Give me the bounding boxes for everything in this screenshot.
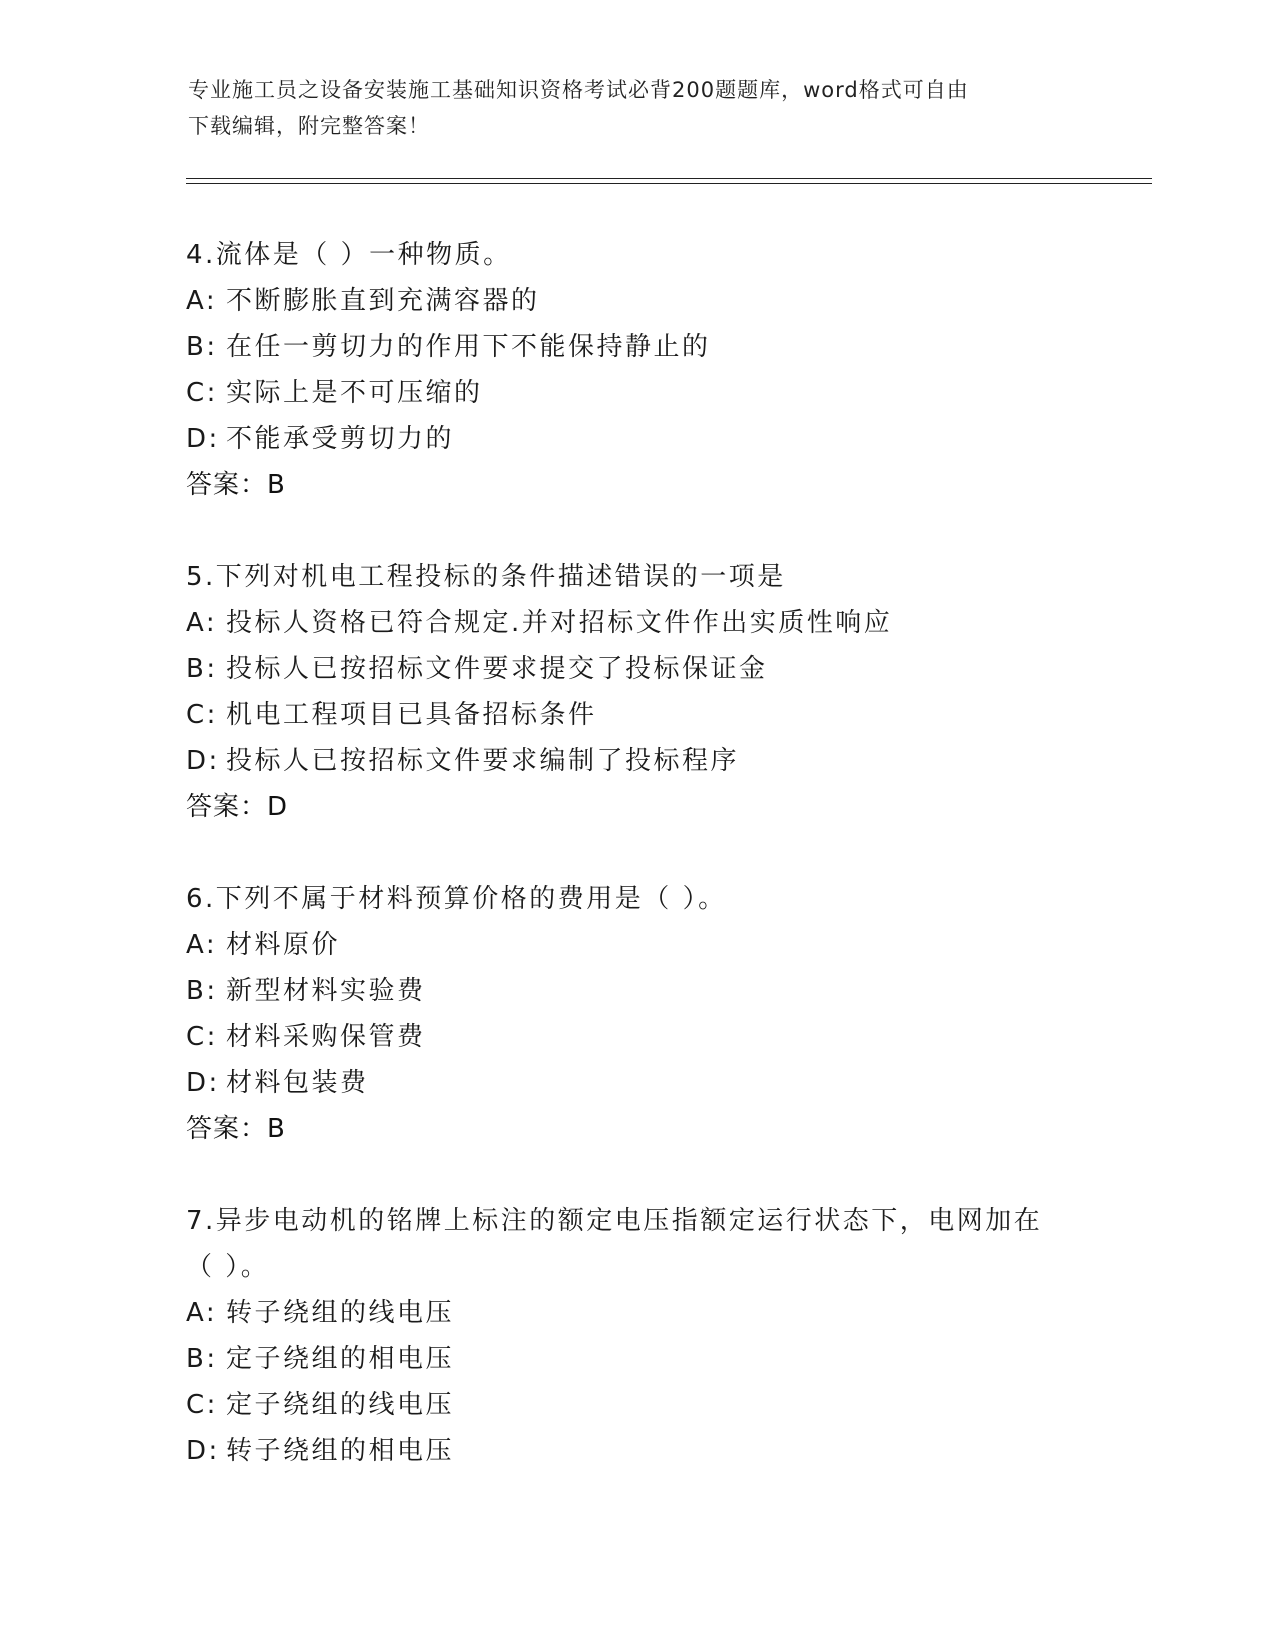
option-text: 投标人已按招标文件要求编制了投标程序 <box>226 746 740 776</box>
option-c <box>186 692 1106 738</box>
option-d <box>186 738 1106 784</box>
option-text: 在任一剪切力的作用下不能保持静止的 <box>226 332 711 362</box>
question-6 <box>186 876 1106 1152</box>
option-b <box>186 646 1106 692</box>
option-text: 不能承受剪切力的 <box>226 424 455 454</box>
option-a <box>186 278 1106 324</box>
option-key: B: <box>186 654 218 684</box>
header-line-2: 下载编辑，附完整答案！ <box>188 114 430 138</box>
option-c <box>186 1014 1106 1060</box>
question-stem: 4.流体是（ ）一种物质。 <box>186 240 512 270</box>
option-key: B: <box>186 332 218 362</box>
option-text: 材料采购保管费 <box>226 1022 426 1052</box>
option-text: 定子绕组的线电压 <box>226 1390 455 1420</box>
option-d <box>186 1428 1106 1474</box>
option-a <box>186 922 1106 968</box>
option-text: 投标人已按招标文件要求提交了投标保证金 <box>226 654 768 684</box>
answer: 答案：D <box>186 792 289 822</box>
option-b <box>186 324 1106 370</box>
option-key: D: <box>186 746 220 776</box>
option-key: A: <box>186 608 218 638</box>
header-line-1: 专业施工员之设备安装施工基础知识资格考试必背200题题库，word格式可自由 <box>188 78 969 102</box>
option-key: C: <box>186 1390 218 1420</box>
option-d <box>186 1060 1106 1106</box>
question-list <box>186 232 1106 1520</box>
option-text: 不断膨胀直到充满容器的 <box>226 286 540 316</box>
option-text: 材料包装费 <box>226 1068 369 1098</box>
question-stem: 5.下列对机电工程投标的条件描述错误的一项是 <box>186 562 786 592</box>
option-d <box>186 416 1106 462</box>
option-key: B: <box>186 976 218 1006</box>
option-key: A: <box>186 930 218 960</box>
option-text: 机电工程项目已具备招标条件 <box>226 700 597 730</box>
option-c <box>186 370 1106 416</box>
option-text: 转子绕组的相电压 <box>226 1436 455 1466</box>
question-4 <box>186 232 1106 508</box>
document-header <box>188 72 1088 144</box>
option-key: D: <box>186 1068 220 1098</box>
option-key: A: <box>186 1298 218 1328</box>
question-stem-line-1: 7.异步电动机的铭牌上标注的额定电压指额定运行状态下，电网加在 <box>186 1206 1043 1236</box>
option-b <box>186 968 1106 1014</box>
question-7 <box>186 1198 1106 1474</box>
option-text: 投标人资格已符合规定.并对招标文件作出实质性响应 <box>226 608 893 638</box>
header-divider <box>186 178 1152 179</box>
option-text: 转子绕组的线电压 <box>226 1298 455 1328</box>
option-b <box>186 1336 1106 1382</box>
answer: 答案：B <box>186 1114 286 1144</box>
header-divider-double <box>186 183 1152 184</box>
option-key: D: <box>186 1436 220 1466</box>
option-key: A: <box>186 286 218 316</box>
option-a <box>186 1290 1106 1336</box>
answer: 答案：B <box>186 470 286 500</box>
option-text: 实际上是不可压缩的 <box>226 378 483 408</box>
option-a <box>186 600 1106 646</box>
option-text: 新型材料实验费 <box>226 976 426 1006</box>
question-stem: 6.下列不属于材料预算价格的费用是（ ）。 <box>186 884 727 914</box>
question-stem-line-2: （ ）。 <box>186 1252 270 1282</box>
option-key: B: <box>186 1344 218 1374</box>
option-key: D: <box>186 424 220 454</box>
option-text: 定子绕组的相电压 <box>226 1344 455 1374</box>
option-key: C: <box>186 378 218 408</box>
question-5 <box>186 554 1106 830</box>
option-c <box>186 1382 1106 1428</box>
option-key: C: <box>186 700 218 730</box>
option-text: 材料原价 <box>226 930 341 960</box>
option-key: C: <box>186 1022 218 1052</box>
